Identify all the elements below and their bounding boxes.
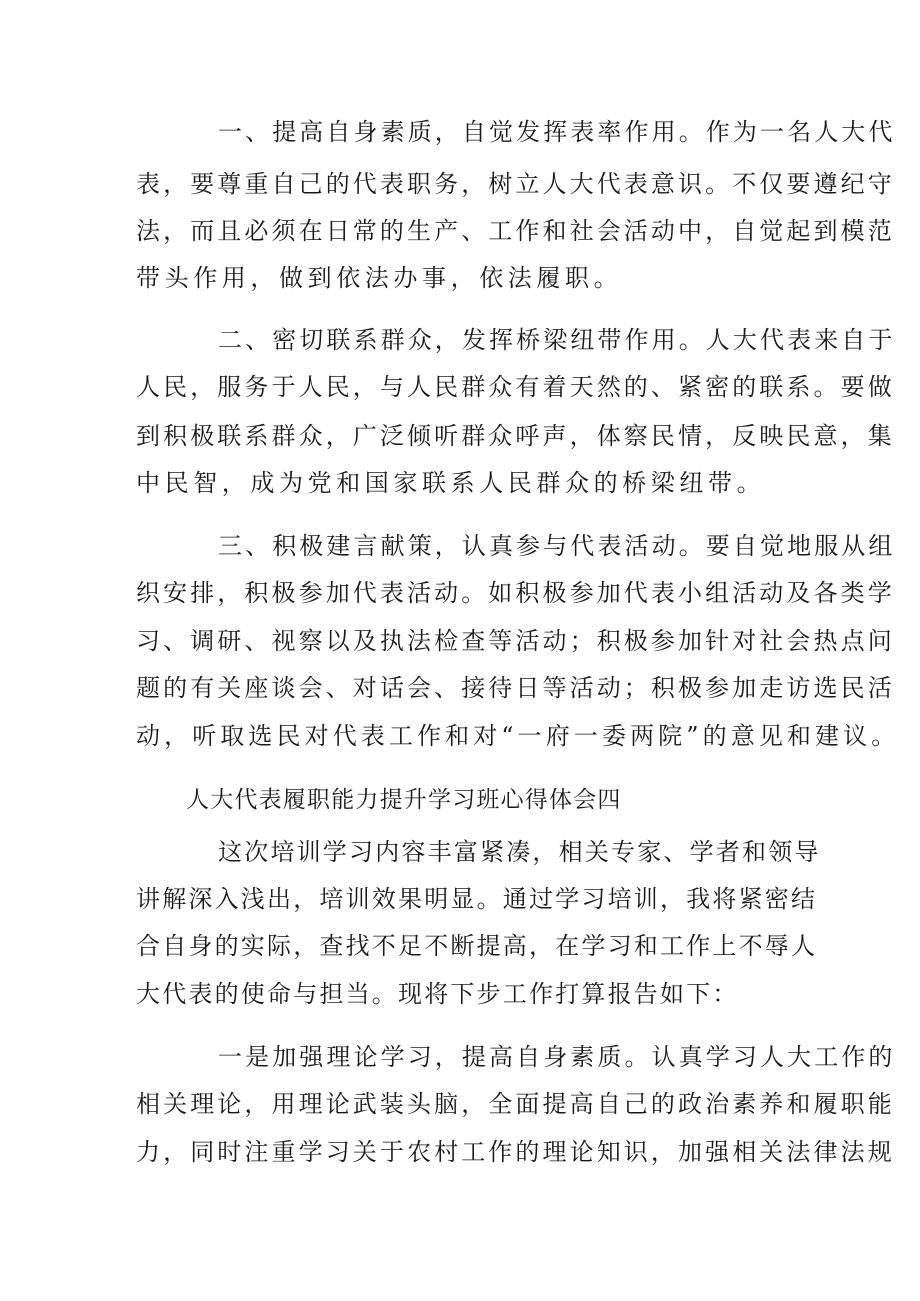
paragraph-4-line-4: 大代表的使命与担当。现将下步工作打算报告如下： xyxy=(136,980,739,1008)
paragraph-4-line-2: 讲解深入浅出，培训效果明显。通过学习培训，我将紧密结 xyxy=(136,885,818,913)
paragraph-5-line-1: 一是加强理论学习，提高自身素质。认真学习人大工作的 xyxy=(218,1043,896,1071)
paragraph-2-line-3: 到积极联系群众，广泛倾听群众呼声，体察民情，反映民意，集 xyxy=(136,422,895,450)
paragraph-2-line-2: 人民，服务于人民，与人民群众有着天然的、紧密的联系。要做 xyxy=(136,373,895,401)
paragraph-1-line-2: 表，要尊重自己的代表职务，树立人大代表意识。不仅要遵纪守 xyxy=(136,170,895,198)
paragraph-4-line-3: 合自身的实际，查找不足不断提高，在学习和工作上不辱人 xyxy=(136,932,818,960)
paragraph-1-line-4: 带头作用，做到依法办事，依法履职。 xyxy=(136,264,623,292)
paragraph-5-line-3: 力，同时注重学习关于农村工作的理论知识，加强相关法律法规 xyxy=(136,1138,895,1166)
paragraph-5-line-2: 相关理论，用理论武装头脑，全面提高自己的政治素养和履职能 xyxy=(136,1090,895,1118)
paragraph-1-line-1: 一、提高自身素质，自觉发挥表率作用。作为一名人大代 xyxy=(218,118,896,146)
paragraph-4-line-1: 这次培训学习内容丰富紧凑，相关专家、学者和领导 xyxy=(218,838,821,866)
paragraph-3-line-4: 题的有关座谈会、对话会、接待日等活动；积极参加走访选民活 xyxy=(136,674,895,702)
paragraph-3-line-5: 动，听取选民对代表工作和对“一府一委两院”的意见和建议。 xyxy=(136,722,900,750)
paragraph-1-line-3: 法，而且必须在日常的生产、工作和社会活动中，自觉起到模范 xyxy=(136,217,895,245)
paragraph-3-line-3: 习、调研、视察以及执法检查等活动；积极参加针对社会热点问 xyxy=(136,627,895,655)
paragraph-3-line-2: 织安排，积极参加代表活动。如积极参加代表小组活动及各类学 xyxy=(136,579,895,607)
paragraph-3-line-1: 三、积极建言献策，认真参与代表活动。要自觉地服从组 xyxy=(218,532,896,560)
paragraph-2-line-4: 中民智，成为党和国家联系人民群众的桥梁纽带。 xyxy=(136,469,766,497)
section-title: 人大代表履职能力提升学习班心得体会四 xyxy=(186,787,622,813)
paragraph-2-line-1: 二、密切联系群众，发挥桥梁纽带作用。人大代表来自于 xyxy=(218,326,896,354)
